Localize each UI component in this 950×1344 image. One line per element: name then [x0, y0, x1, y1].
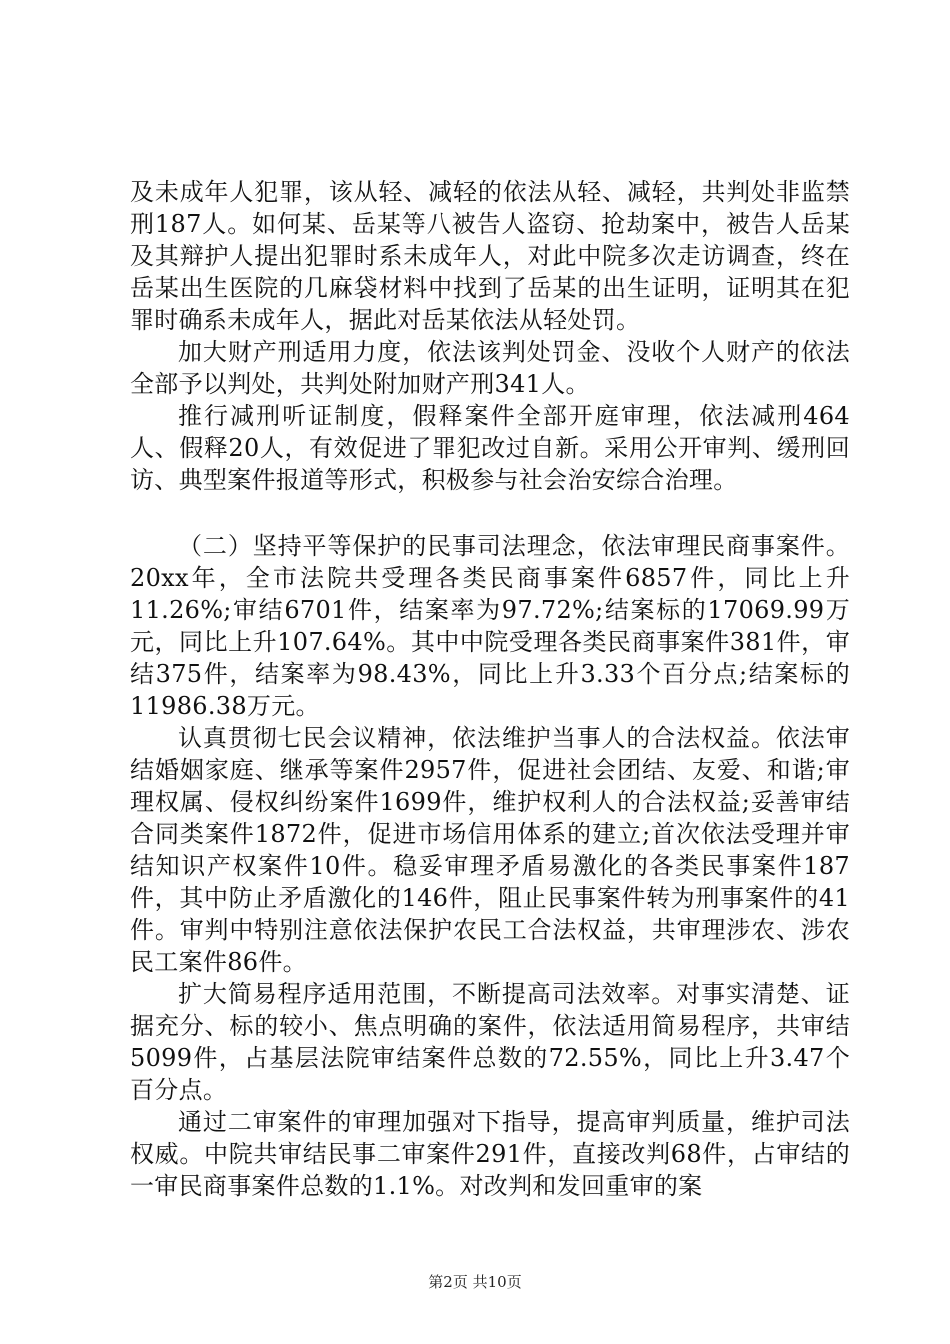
paragraph-3: 推行减刑听证制度，假释案件全部开庭审理，依法减刑464人、假释20人，有效促进了罪犯改过自新。采用公开审判、缓刑回访、典型案件报道等形式，积极参与社会治安综合治理。	[130, 402, 850, 494]
document-body	[130, 176, 850, 1202]
paragraph-5: 认真贯彻七民会议精神，依法维护当事人的合法权益。依法审结婚姻家庭、继承等案件2957件，促进社会团结、友爱、和谐;审理权属、侵权纠纷案件1699件，维护权利人的合法权益;妥善审结合同类案件1872件，促进市场信用体系的建立;首次依法受理并审结知识产权案件10件。稳妥审理矛盾易激化的各类民事案件187件，其中防止矛盾激化的146件，阻止民事案件转为刑事案件的41件。审判中特别注意依法保护农民工合法权益，共审理涉农、涉农民工案件86件。	[130, 724, 850, 976]
paragraph-2: 加大财产刑适用力度，依法该判处罚金、没收个人财产的依法全部予以判处，共判处附加财产刑341人。	[130, 338, 850, 398]
page-number-footer: 第2页 共10页	[428, 1273, 522, 1291]
paragraph-6: 扩大简易程序适用范围，不断提高司法效率。对事实清楚、证据充分、标的较小、焦点明确的案件，依法适用简易程序，共审结5099件，占基层法院审结案件总数的72.55%，同比上升3.47个百分点。	[130, 980, 850, 1104]
paragraph-1: 及未成年人犯罪，该从轻、减轻的依法从轻、减轻，共判处非监禁刑187人。如何某、岳某等八被告人盗窃、抢劫案中，被告人岳某及其辩护人提出犯罪时系未成年人，对此中院多次走访调查，终在岳某出生医院的几麻袋材料中找到了岳某的出生证明，证明其在犯罪时确系未成年人，据此对岳某依法从轻处罚。	[130, 178, 850, 334]
paragraph-4: （二）坚持平等保护的民事司法理念，依法审理民商事案件。20xx年，全市法院共受理各类民商事案件6857件，同比上升11.26%;审结6701件，结案率为97.72%;结案标的17069.99万元，同比上升107.64%。其中中院受理各类民商事案件381件，审结375件，结案率为98.43%，同比上升3.33个百分点;结案标的11986.38万元。	[130, 532, 850, 720]
paragraph-7: 通过二审案件的审理加强对下指导，提高审判质量，维护司法权威。中院共审结民事二审案件291件，直接改判68件，占审结的一审民商事案件总数的1.1%。对改判和发回重审的案	[130, 1108, 850, 1200]
